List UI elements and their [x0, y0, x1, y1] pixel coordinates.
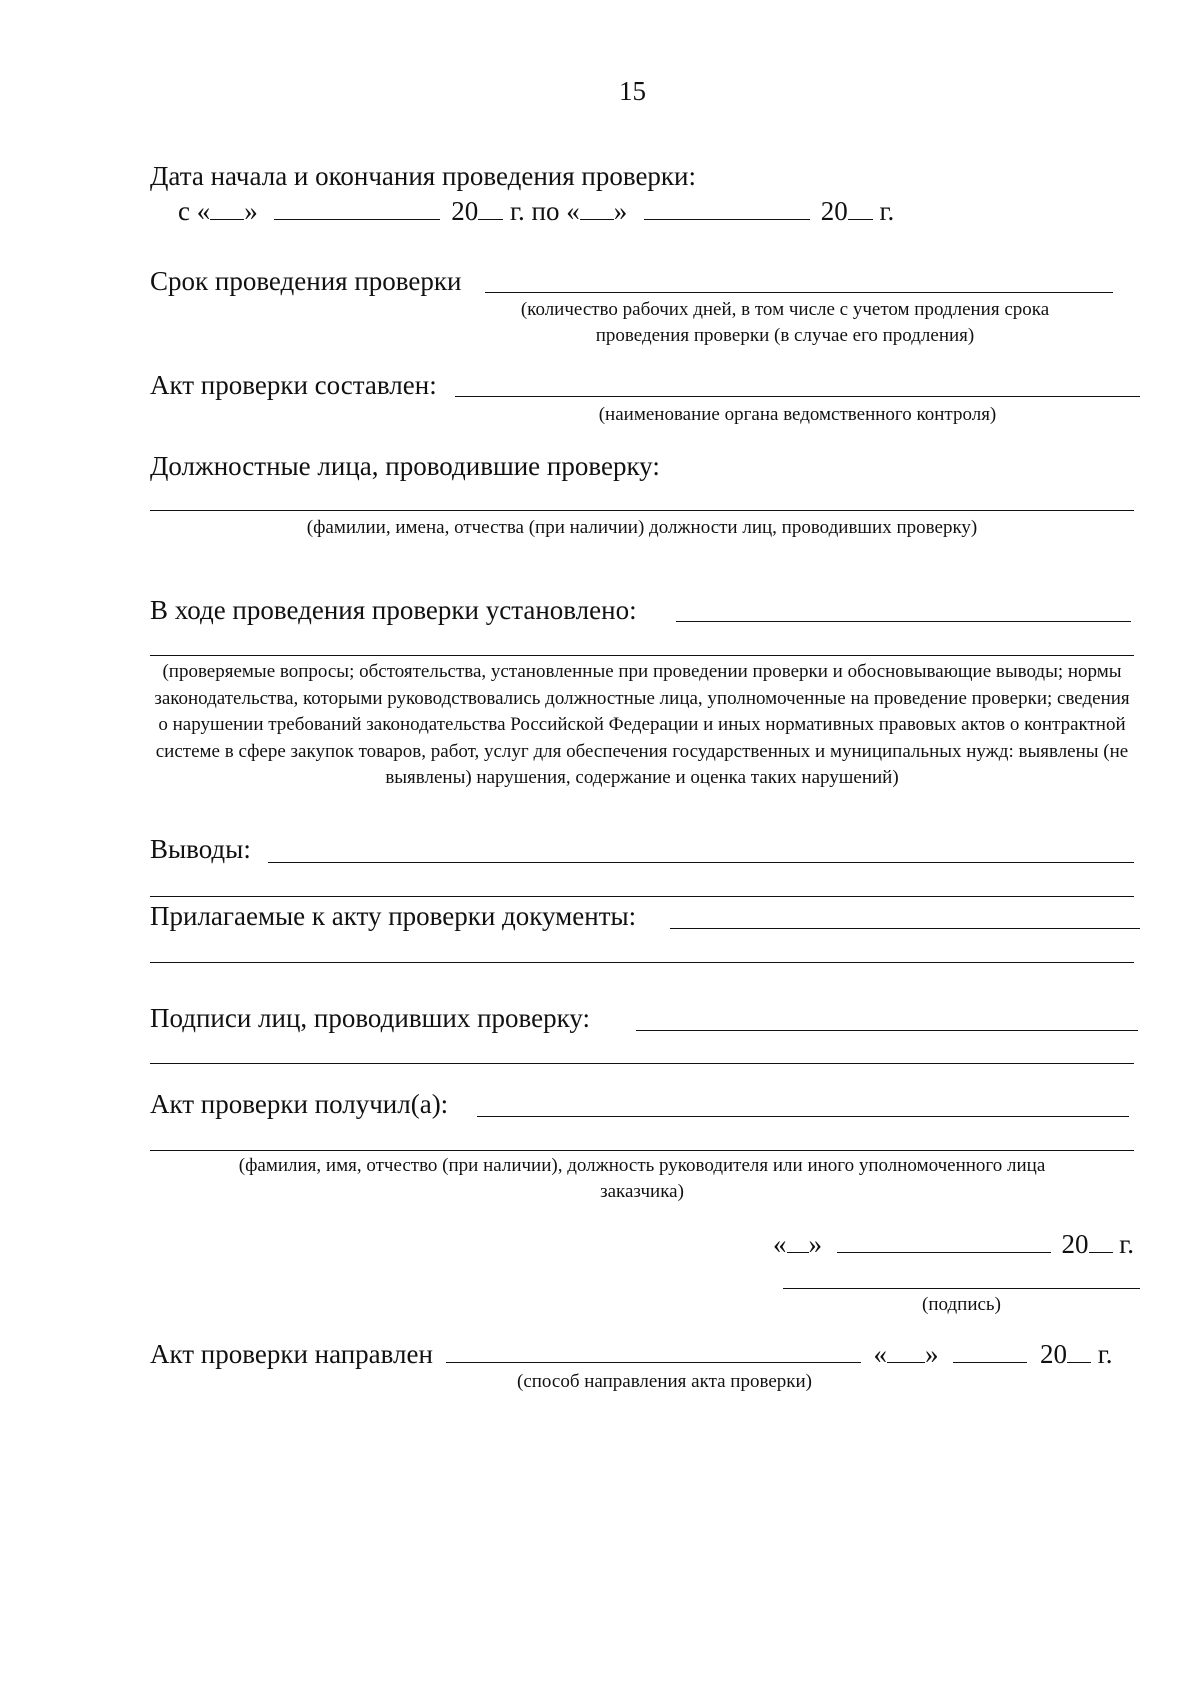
- received-field-1[interactable]: [477, 1116, 1129, 1117]
- duration-field[interactable]: [485, 292, 1113, 293]
- sent-year-suffix: г.: [1097, 1339, 1113, 1369]
- receipt-quote-open: «: [773, 1229, 787, 1259]
- received-caption-1: (фамилия, имя, отчество (при наличии), должность руководителя или иного уполномоченного лица: [238, 1155, 1046, 1176]
- sent-year-prefix: 20: [1039, 1339, 1067, 1369]
- officials-caption: (фамилии, имена, отчества (при наличии) должности лиц, проводивших проверку): [306, 517, 978, 538]
- signatures-field-2[interactable]: [150, 1063, 1134, 1064]
- receipt-year-prefix: 20: [1061, 1229, 1089, 1259]
- receipt-month-field[interactable]: [837, 1230, 1051, 1253]
- receipt-quote-close: »: [808, 1229, 822, 1259]
- findings-field-1[interactable]: [676, 621, 1131, 622]
- sent-year-field[interactable]: [1067, 1340, 1091, 1363]
- receipt-day-field[interactable]: [787, 1230, 809, 1253]
- received-caption-2: заказчика): [600, 1181, 684, 1202]
- date-to-year-suffix: г.: [879, 196, 895, 226]
- attachments-field-2[interactable]: [150, 962, 1134, 963]
- date-to-month-field[interactable]: [644, 197, 810, 220]
- attachments-field-1[interactable]: [670, 928, 1140, 929]
- sent-quote-close: »: [924, 1339, 939, 1369]
- date-to-year-prefix: 20: [820, 196, 848, 226]
- date-from-month-field[interactable]: [274, 197, 440, 220]
- findings-field-2[interactable]: [150, 655, 1134, 656]
- received-field-2[interactable]: [150, 1150, 1134, 1151]
- receipt-year-suffix: г.: [1119, 1229, 1135, 1259]
- compiled-by-label: Акт проверки составлен:: [150, 370, 437, 400]
- date-from-day-field[interactable]: [210, 197, 244, 220]
- receipt-signature-caption: (подпись): [922, 1294, 1001, 1315]
- dates-row: [178, 197, 894, 225]
- sent-month-field[interactable]: [953, 1340, 1027, 1363]
- date-from-year-field[interactable]: [478, 197, 503, 220]
- duration-label: Срок проведения проверки: [150, 266, 462, 296]
- compiled-by-caption: (наименование органа ведомственного контроля): [598, 404, 997, 425]
- dates-heading: Дата начала и окончания проведения проверки:: [150, 161, 696, 191]
- received-label: Акт проверки получил(а):: [150, 1089, 449, 1119]
- date-from-year-prefix: 20: [451, 196, 479, 226]
- sent-day-field[interactable]: [887, 1340, 925, 1363]
- date-to-word: г. по «: [509, 196, 580, 226]
- duration-caption-2: проведения проверки (в случае его продления): [595, 325, 975, 346]
- sent-quote-open: «: [873, 1339, 887, 1369]
- receipt-signature-field[interactable]: [783, 1288, 1140, 1289]
- conclusions-label: Выводы:: [150, 834, 251, 864]
- sent-method-field[interactable]: [446, 1340, 861, 1363]
- duration-caption-1: (количество рабочих дней, в том числе с учетом продления срока: [520, 299, 1050, 320]
- conclusions-field-2[interactable]: [150, 896, 1134, 897]
- compiled-by-field[interactable]: [455, 396, 1140, 397]
- officials-field[interactable]: [150, 510, 1134, 511]
- findings-caption: (проверяемые вопросы; обстоятельства, установленные при проведении проверки и обосновывающие выводы; нормы законодательства, которыми руководствовались должностные лица, уполномоченные на проведение проверки; сведения о нарушении требований законодательства Российской Федерации и иных нормативных правовых актов о контрактной системе в сфере закупок товаров, работ, услуг для обеспечения государственных и муниципальных нужд: выявлены (не выявлены) нарушения, содержание и оценка таких нарушений): [154, 661, 1130, 788]
- receipt-year-field[interactable]: [1089, 1230, 1113, 1253]
- sent-label: Акт проверки направлен: [150, 1339, 433, 1369]
- findings-label: В ходе проведения проверки установлено:: [150, 595, 637, 625]
- signatures-field-1[interactable]: [636, 1030, 1138, 1031]
- date-to-quote-close: »: [613, 196, 628, 226]
- date-to-day-field[interactable]: [580, 197, 614, 220]
- date-from-prefix: с «: [178, 196, 211, 226]
- signatures-label: Подписи лиц, проводивших проверку:: [150, 1003, 590, 1033]
- attachments-label: Прилагаемые к акту проверки документы:: [150, 901, 637, 931]
- sent-caption: (способ направления акта проверки): [517, 1371, 812, 1392]
- date-to-year-field[interactable]: [848, 197, 873, 220]
- sent-row: [150, 1340, 1113, 1368]
- receipt-date-row: [773, 1230, 1134, 1258]
- page-number: 15: [619, 76, 646, 106]
- officials-label: Должностные лица, проводившие проверку:: [150, 451, 660, 481]
- date-from-quote-close: »: [244, 196, 258, 226]
- conclusions-field-1[interactable]: [268, 862, 1134, 863]
